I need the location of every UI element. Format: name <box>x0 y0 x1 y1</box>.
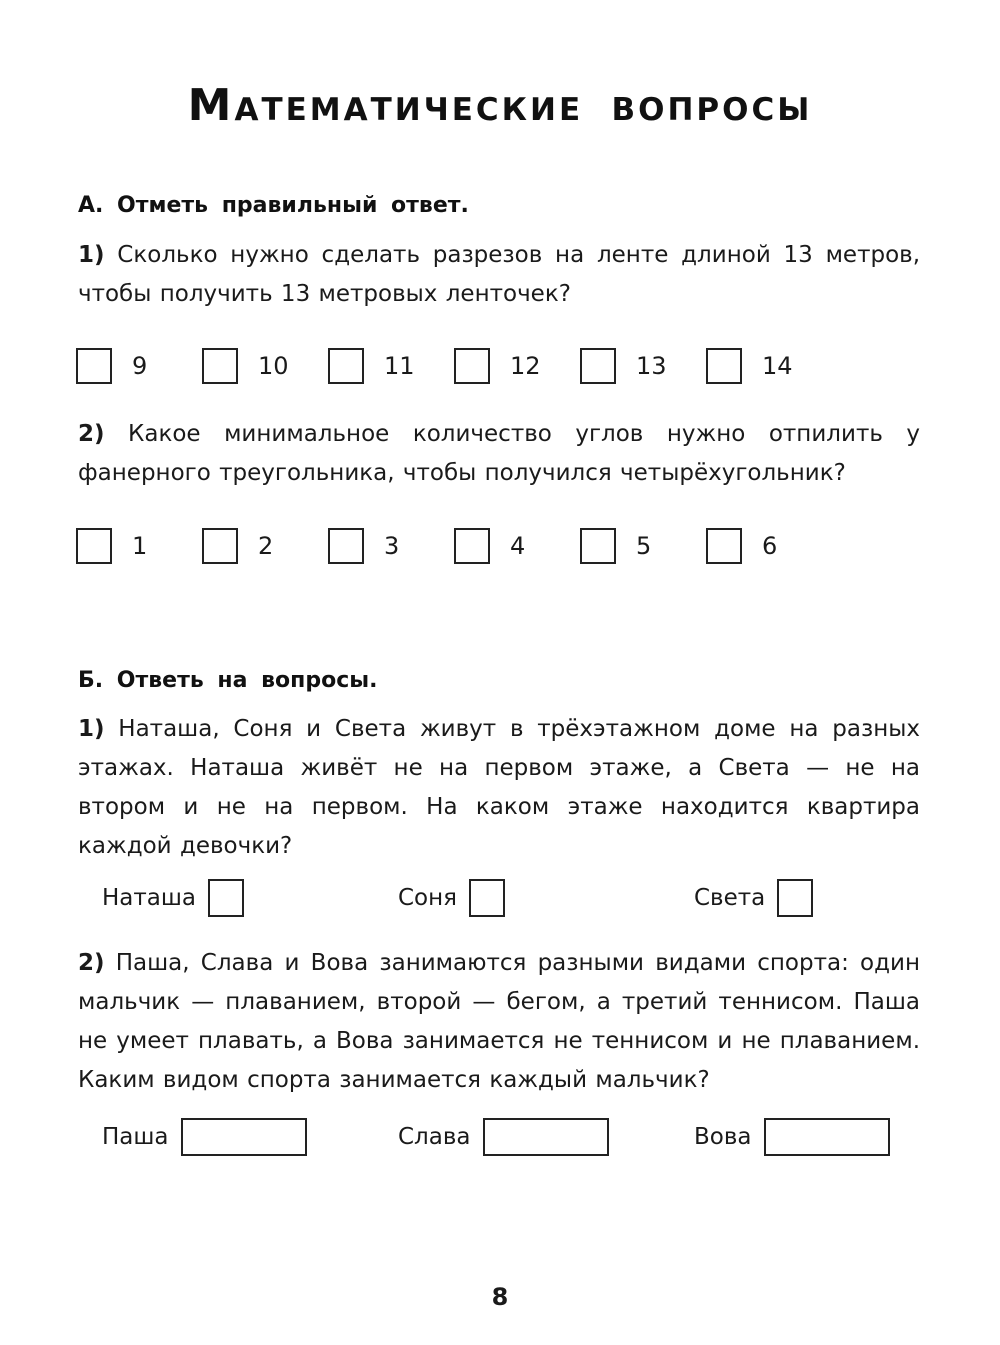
option-label: 5 <box>636 532 652 560</box>
option <box>76 528 202 564</box>
answer-item <box>694 879 813 917</box>
option-label: 1 <box>132 532 148 560</box>
section-a-question-2 <box>78 415 920 493</box>
option <box>706 528 832 564</box>
answer-item <box>398 879 505 917</box>
answer-item <box>102 879 244 917</box>
option-label: 2 <box>258 532 274 560</box>
option <box>76 348 202 384</box>
option-label: 13 <box>636 352 667 380</box>
answer-label: Соня <box>398 885 458 911</box>
question-text: Наташа, Соня и Света живут в трёхэтажном доме на разных этажах. Наташа живёт не на первом этаже, а Света — не на втором и не на первом. На каком этаже находится квартира каждой девочки? <box>78 716 920 859</box>
answer-field[interactable] <box>764 1118 890 1156</box>
answer-item <box>398 1118 609 1156</box>
section-b-heading: Б. Ответь на вопросы. <box>78 668 378 693</box>
answer-label: Света <box>694 885 766 911</box>
option <box>580 528 706 564</box>
answer-item <box>694 1118 890 1156</box>
option-label: 12 <box>510 352 541 380</box>
question-text: Какое минимальное количество углов нужно отпилить у фанерного треугольника, чтобы получился четырёхугольник? <box>78 421 921 486</box>
section-a-q1-options <box>76 348 832 384</box>
checkbox[interactable] <box>76 528 112 564</box>
answer-label: Вова <box>694 1124 752 1150</box>
checkbox[interactable] <box>202 528 238 564</box>
option <box>454 348 580 384</box>
checkbox[interactable] <box>706 528 742 564</box>
answer-field[interactable] <box>181 1118 307 1156</box>
option <box>454 528 580 564</box>
answer-label: Слава <box>398 1124 471 1150</box>
section-a-question-1 <box>78 236 920 314</box>
option <box>328 348 454 384</box>
checkbox[interactable] <box>454 348 490 384</box>
option-label: 6 <box>762 532 778 560</box>
section-b-question-1 <box>78 710 920 866</box>
checkbox[interactable] <box>706 348 742 384</box>
checkbox[interactable] <box>202 348 238 384</box>
answer-box[interactable] <box>469 879 505 917</box>
question-number: 2) <box>78 950 105 976</box>
answer-item <box>102 1118 307 1156</box>
question-text: Паша, Слава и Вова занимаются разными видами спорта: один мальчик — плаванием, второй — бегом, а третий теннисом. Паша не умеет плавать, а Вова занимается не теннисом и не плаванием. Каким видом спорта занимается каждый мальчик? <box>78 950 920 1093</box>
option-label: 4 <box>510 532 526 560</box>
question-number: 1) <box>78 716 105 742</box>
section-b-question-2 <box>78 944 920 1100</box>
checkbox[interactable] <box>454 528 490 564</box>
section-a-q2-options <box>76 528 832 564</box>
option-label: 10 <box>258 352 289 380</box>
option-label: 3 <box>384 532 400 560</box>
answer-box[interactable] <box>208 879 244 917</box>
option <box>202 528 328 564</box>
page-title: Математические вопросы <box>187 80 813 131</box>
answer-label: Наташа <box>102 885 197 911</box>
option <box>328 528 454 564</box>
option-label: 9 <box>132 352 148 380</box>
option-label: 11 <box>384 352 415 380</box>
option <box>202 348 328 384</box>
option <box>706 348 832 384</box>
checkbox[interactable] <box>328 348 364 384</box>
answer-field[interactable] <box>483 1118 609 1156</box>
page-number: 8 <box>491 1283 509 1311</box>
checkbox[interactable] <box>328 528 364 564</box>
question-number: 1) <box>78 242 105 268</box>
question-text: Сколько нужно сделать разрезов на ленте длиной 13 метров, чтобы получить 13 метровых ленточек? <box>78 242 921 307</box>
answer-box[interactable] <box>777 879 813 917</box>
question-number: 2) <box>78 421 105 447</box>
checkbox[interactable] <box>76 348 112 384</box>
section-a-heading: А. Отметь правильный ответ. <box>78 193 469 218</box>
option <box>580 348 706 384</box>
checkbox[interactable] <box>580 348 616 384</box>
answer-label: Паша <box>102 1124 169 1150</box>
checkbox[interactable] <box>580 528 616 564</box>
option-label: 14 <box>762 352 793 380</box>
